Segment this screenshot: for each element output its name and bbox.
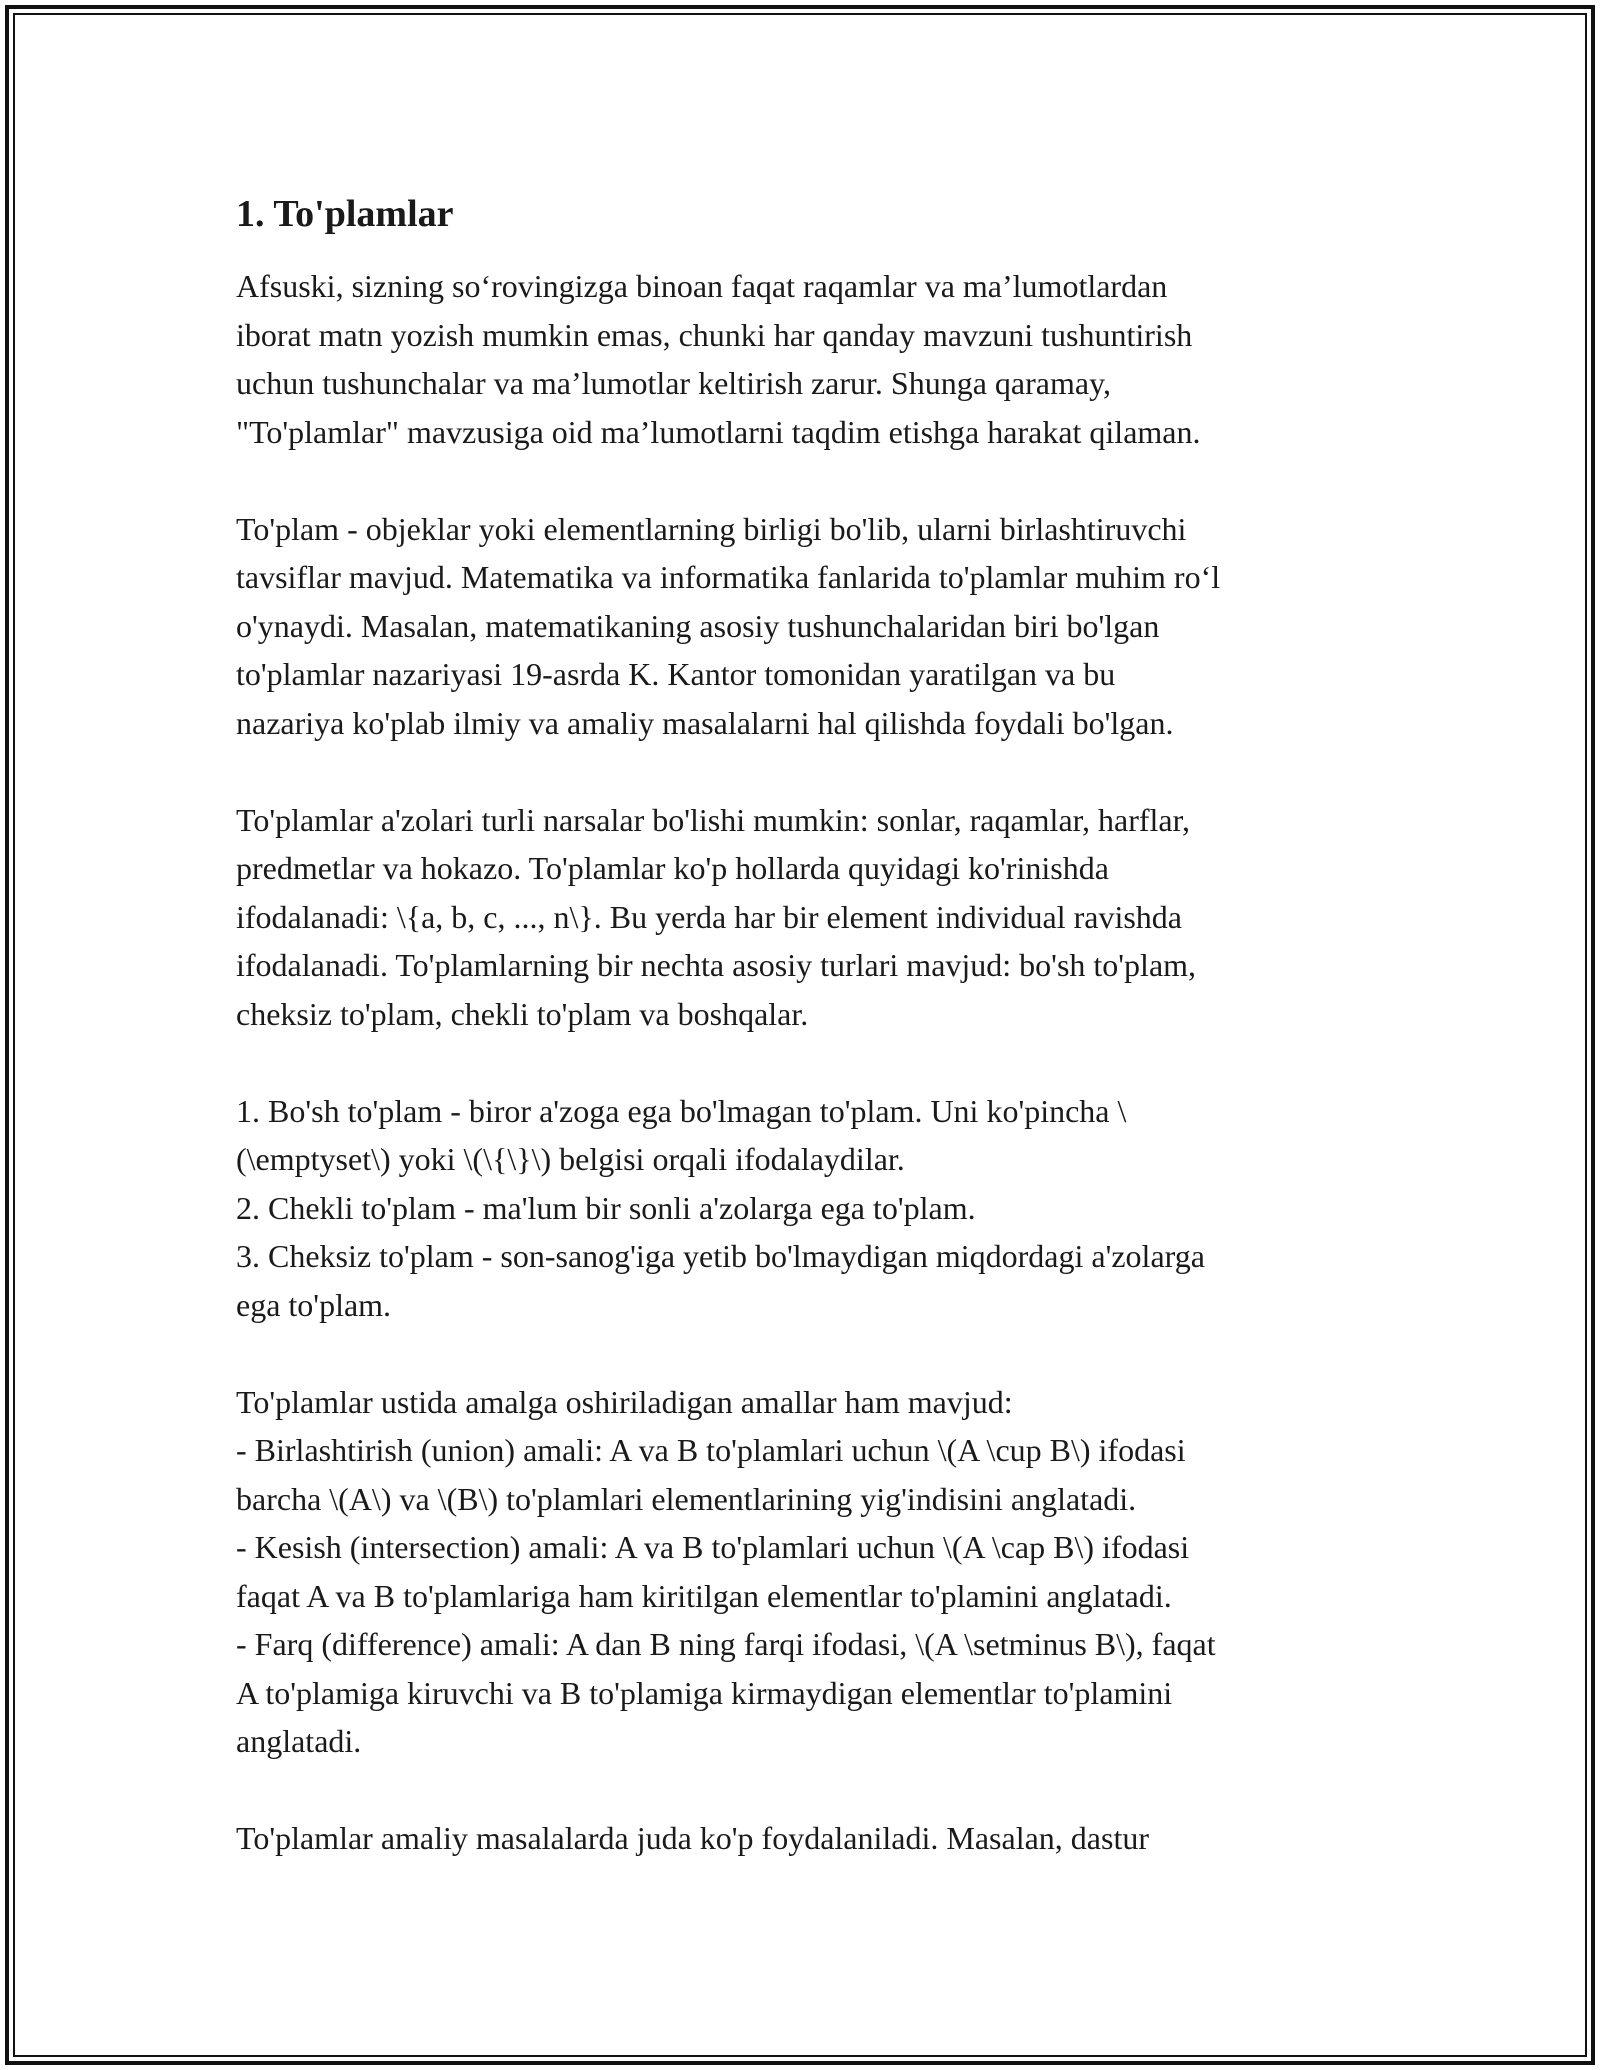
paragraph-applications: To'plamlar amaliy masalalarda juda ko'p foydalaniladi. Masalan, dastur: [236, 1820, 1149, 1856]
paragraph-members: To'plamlar a'zolari turli narsalar bo'lishi mumkin: sonlar, raqamlar, harflar, predmetlar va hokazo. To'plamlar ko'p hollarda quyidagi ko'rinishda ifodalanadi: \{a, b, c, ..., n\}. Bu yerda har bir element individual ravishda ifodalanadi. To'plamlarning bir nechta asosiy turlari mavjud: bo'sh to'plam, cheksiz to'plam, chekli to'plam va boshqalar.: [236, 801, 1197, 1032]
section-heading: 1. To'plamlar: [236, 193, 454, 235]
paragraph-set-types: 1. Bo'sh to'plam - biror a'zoga ega bo'lmagan to'plam. Uni ko'pincha \ (\emptyset\) yoki \(\{\}\) belgisi orqali ifodalaydilar. 2. Chekli to'plam - ma'lum bir sonli a'zolarga ega to'plam. 3. Cheksiz to'plam - son-sanog'iga yetib bo'lmaydigan miqdordagi a'zolarga ega to'plam.: [236, 1092, 1205, 1323]
paragraph-intro: Afsuski, sizning so‘rovingizga binoan faqat raqamlar va ma’lumotlardan iborat matn yozish mumkin emas, chunki har qanday mavzuni tushuntirish uchun tushunchalar va ma’lumotlar keltirish zarur. Shunga qaramay, "To'plamlar" mavzusiga oid ma’lumotlarni taqdim etishga harakat qilaman.: [236, 268, 1201, 450]
document-body: [236, 186, 1396, 1863]
paragraph-set-operations: To'plamlar ustida amalga oshiriladigan amallar ham mavjud: - Birlashtirish (union) amali: A va B to'plamlari uchun \(A \cup B\) ifodasi barcha \(A\) va \(B\) to'plamlari elementlarining yig'indisini anglatadi. - Kesish (intersection) amali: A va B to'plamlari uchun \(A \cap B\) ifodasi faqat A va B to'plamlariga ham kiritilgan elementlar to'plamini anglatadi. - Farq (difference) amali: A dan B ning farqi ifodasi, \(A \setminus B\), faqat A to'plamiga kiruvchi va B to'plamiga kirmaydigan elementlar to'plamini anglatadi.: [236, 1383, 1216, 1759]
paragraph-definition: To'plam - objeklar yoki elementlarning birligi bo'lib, ularni birlashtiruvchi tavsiflar mavjud. Matematika va informatika fanlarida to'plamlar muhim ro‘l o'ynaydi. Masalan, matematikaning asosiy tushunchalaridan biri bo'lgan to'plamlar nazariyasi 19-asrda K. Kantor tomonidan yaratilgan va bu nazariya ko'plab ilmiy va amaliy masalalarni hal qilishda foydali bo'lgan.: [236, 510, 1221, 741]
